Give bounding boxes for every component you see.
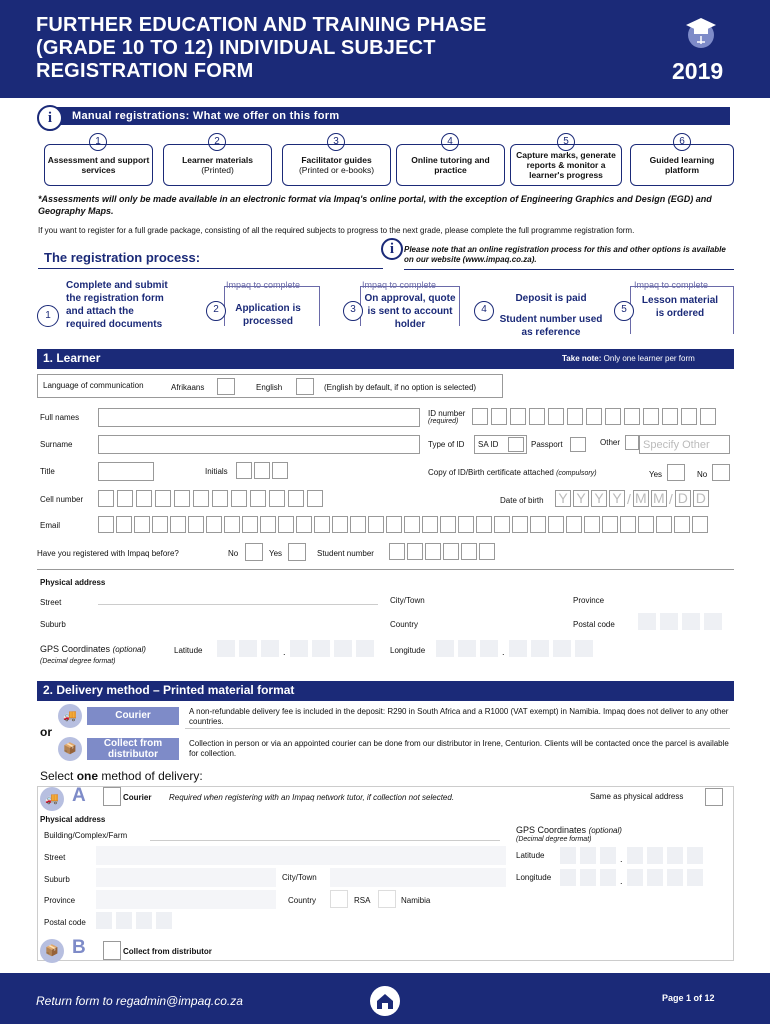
offer-number: 3	[327, 133, 345, 151]
registered-yes-checkbox[interactable]	[288, 543, 306, 561]
return-email-text[interactable]: Return form to regadmin@impaq.co.za	[36, 994, 243, 1008]
courier-checkbox[interactable]	[103, 787, 121, 806]
delivery-suburb-field[interactable]	[96, 868, 276, 887]
divider	[38, 268, 383, 269]
step-number: 1	[37, 305, 59, 327]
street-label: Street	[40, 598, 62, 607]
offer-box: Learner materials (Printed)	[163, 144, 272, 186]
email-cells[interactable]	[98, 516, 708, 533]
or-label: or	[40, 725, 52, 739]
namibia-label: Namibia	[401, 896, 431, 905]
english-checkbox[interactable]	[296, 378, 314, 395]
box-icon: 📦	[58, 737, 82, 761]
step-number: 5	[614, 301, 634, 321]
other-checkbox[interactable]	[625, 435, 639, 450]
full-names-label: Full names	[40, 413, 80, 422]
delivery-section-bar: 2. Delivery method – Printed material format	[37, 681, 734, 701]
delivery-suburb-label: Suburb	[44, 875, 70, 884]
surname-field[interactable]	[98, 435, 420, 454]
step-number: 4	[474, 301, 494, 321]
offer-number: 1	[89, 133, 107, 151]
box-icon: 📦	[40, 939, 64, 963]
offer-number: 5	[557, 133, 575, 151]
form-year: 2019	[672, 58, 724, 84]
passport-checkbox[interactable]	[570, 437, 586, 452]
passport-label: Passport	[531, 440, 563, 449]
sa-id-checkbox[interactable]	[508, 437, 524, 452]
registered-no-checkbox[interactable]	[245, 543, 263, 561]
home-icon	[369, 985, 401, 1017]
delivery-city-field[interactable]	[330, 868, 506, 887]
step-number: 2	[206, 301, 226, 321]
required-note: (required)	[428, 418, 459, 425]
building-label: Building/Complex/Farm	[44, 831, 128, 840]
delivery-gps-label: GPS Coordinates (optional)	[516, 825, 622, 835]
rsa-label: RSA	[354, 896, 371, 905]
full-names-field[interactable]	[98, 408, 420, 427]
rsa-checkbox[interactable]	[330, 890, 348, 908]
decimal-format-note: (Decimal degree format)	[40, 658, 116, 665]
step-text: Student number used as reference	[499, 314, 603, 338]
initials-label: Initials	[205, 467, 228, 476]
building-field[interactable]	[150, 840, 500, 841]
latitude-cells[interactable]: .	[217, 640, 374, 657]
delivery-province-label: Province	[44, 896, 76, 905]
decimal-format-note: (Decimal degree format)	[516, 836, 592, 843]
courier-required-note: Required when registering with an Impaq network tutor, if collection not selected.	[169, 793, 455, 802]
language-label: Language of communication	[43, 381, 144, 390]
offer-box: Capture marks, generate reports & monitor a learner's progress	[510, 144, 622, 186]
impaq-to-complete-label: Impaq to complete	[634, 280, 709, 290]
cell-number-cells[interactable]	[98, 490, 323, 507]
step-text: Lesson material is ordered	[641, 295, 719, 319]
offer-box: Assessment and support services	[44, 144, 153, 186]
assessment-note: *Assessments will only be made available in an electronic format via Impaq's online portal, with the exception of Engineering Graphics and Design (EGD) and Geography Maps.	[38, 194, 712, 216]
delivery-street-field[interactable]	[96, 846, 506, 865]
learner-section-bar: 1. Learner	[37, 349, 734, 369]
divider	[185, 728, 730, 729]
physical-address-heading: Physical address	[40, 578, 106, 587]
delivery-physical-heading: Physical address	[40, 815, 106, 824]
lang-afrikaans-label: Afrikaans	[171, 383, 205, 392]
collect-note: Collection in person or via an appointed courier can be done from our distributor in Irene, Centurion. Clients will be contacted once the parcel is available for collection.	[189, 739, 729, 758]
delivery-latitude-cells[interactable]: .	[560, 847, 703, 864]
province-label: Province	[573, 596, 605, 605]
delivery-province-field[interactable]	[96, 890, 276, 909]
sa-id-option[interactable]: SA ID	[474, 435, 527, 454]
courier-note: A non-refundable delivery fee is included in the deposit: R290 in South Africa and a R1000 (VAT exempt) in Namibia. Impaq does not deliver to any other countries.	[189, 707, 729, 726]
dob-cells[interactable]: Y Y Y Y / M M / D D	[555, 490, 709, 507]
surname-label: Surname	[40, 440, 73, 449]
delivery-longitude-label: Longitude	[516, 873, 552, 882]
divider	[37, 569, 734, 570]
namibia-checkbox[interactable]	[378, 890, 396, 908]
lang-default-note: (English by default, if no option is selected)	[324, 383, 477, 392]
postal-code-label: Postal code	[573, 620, 615, 629]
offer-number: 4	[441, 133, 459, 151]
student-number-cells[interactable]	[389, 543, 495, 560]
offer-box: Facilitator guides (Printed or e-books)	[282, 144, 391, 186]
form-title: FURTHER EDUCATION AND TRAINING PHASE (GRADE 10 TO 12) INDIVIDUAL SUBJECT REGISTRATION FORM	[36, 14, 487, 82]
info-icon: i	[381, 238, 403, 260]
delivery-postal-label: Postal code	[44, 918, 86, 927]
collect-distributor-label: Collect from distributor	[123, 947, 212, 956]
courier-label: Courier	[123, 793, 152, 802]
impaq-to-complete-label: Impaq to complete	[362, 280, 437, 290]
page-number: Page 1 of 12	[662, 993, 715, 1003]
offer-number: 2	[208, 133, 226, 151]
truck-icon: 🚚	[58, 704, 82, 728]
full-grade-note: If you want to register for a full grade package, consisting of all the required subjects to progress to the next grade, please complete the full programme registration form.	[38, 226, 635, 235]
same-as-physical-checkbox[interactable]	[705, 788, 723, 806]
step-text: Complete and submit the registration form and attach the required documents	[66, 280, 168, 330]
yes-label: Yes	[269, 549, 283, 558]
step-text: Deposit is paid	[515, 293, 587, 304]
gps-label: GPS Coordinates (optional)	[40, 644, 146, 654]
truck-icon: 🚚	[40, 787, 64, 811]
option-b-letter: B	[72, 937, 86, 958]
latitude-label: Latitude	[174, 646, 203, 655]
longitude-cells[interactable]: .	[436, 640, 593, 657]
collect-option[interactable]: Collect from distributor	[87, 738, 179, 760]
specify-other-field[interactable]: Specify Other	[639, 435, 730, 454]
impaq-to-complete-label: Impaq to complete	[226, 280, 301, 290]
type-of-id-label: Type of ID	[428, 440, 465, 449]
copy-id-no-checkbox[interactable]	[712, 464, 730, 481]
city-label: City/Town	[390, 596, 425, 605]
manual-registrations-bar: Manual registrations: What we offer on this form	[47, 107, 730, 125]
delivery-latitude-label: Latitude	[516, 851, 545, 860]
option-a-letter: A	[72, 785, 86, 806]
delivery-city-label: City/Town	[282, 873, 317, 882]
yes-label: Yes	[649, 470, 663, 479]
id-number-label: ID number	[428, 409, 466, 418]
no-label: No	[697, 470, 708, 479]
delivery-country-label: Country	[288, 896, 317, 905]
step-number: 3	[343, 301, 363, 321]
graduation-cap-logo-icon	[683, 14, 719, 50]
dob-label: Date of birth	[500, 496, 544, 505]
title-label: Title	[40, 467, 55, 476]
same-as-physical-label: Same as physical address	[590, 792, 684, 801]
info-icon: i	[37, 105, 63, 131]
afrikaans-checkbox[interactable]	[217, 378, 235, 395]
id-number-cells[interactable]	[472, 408, 716, 425]
delivery-longitude-cells[interactable]: .	[560, 869, 703, 886]
delivery-postal-cells[interactable]	[96, 912, 172, 929]
other-label: Other	[600, 438, 621, 447]
step-text: On approval, quote is sent to account holder	[364, 293, 456, 330]
street-field[interactable]	[98, 604, 378, 605]
student-number-label: Student number	[317, 549, 374, 558]
online-process-note: Please note that an online registration process for this and other options is available on our website (www.impaq.co.za).	[404, 245, 734, 270]
email-label: Email	[40, 521, 61, 530]
take-note: Take note: Only one learner per form	[562, 354, 695, 363]
lang-english-label: English	[256, 383, 283, 392]
process-title: The registration process:	[44, 250, 201, 265]
no-label: No	[228, 549, 239, 558]
copy-id-label: Copy of ID/Birth certificate attached (compulsory)	[428, 468, 597, 477]
postal-code-cells[interactable]	[638, 613, 722, 630]
collect-distributor-checkbox[interactable]	[103, 941, 121, 960]
delivery-street-label: Street	[44, 853, 66, 862]
country-label: Country	[390, 620, 419, 629]
suburb-label: Suburb	[40, 620, 66, 629]
initials-cells[interactable]	[236, 462, 288, 479]
courier-option[interactable]: Courier	[87, 707, 179, 725]
select-method-label: Select one method of delivery:	[40, 769, 203, 783]
offer-box: Online tutoring and practice	[396, 144, 505, 186]
offer-number: 6	[673, 133, 691, 151]
registered-before-label: Have you registered with Impaq before?	[37, 549, 179, 558]
offer-box: Guided learning platform	[630, 144, 734, 186]
longitude-label: Longitude	[390, 646, 426, 655]
cell-number-label: Cell number	[40, 495, 84, 504]
title-field[interactable]	[98, 462, 154, 481]
step-text: Application is processed	[235, 303, 301, 327]
copy-id-yes-checkbox[interactable]	[667, 464, 685, 481]
